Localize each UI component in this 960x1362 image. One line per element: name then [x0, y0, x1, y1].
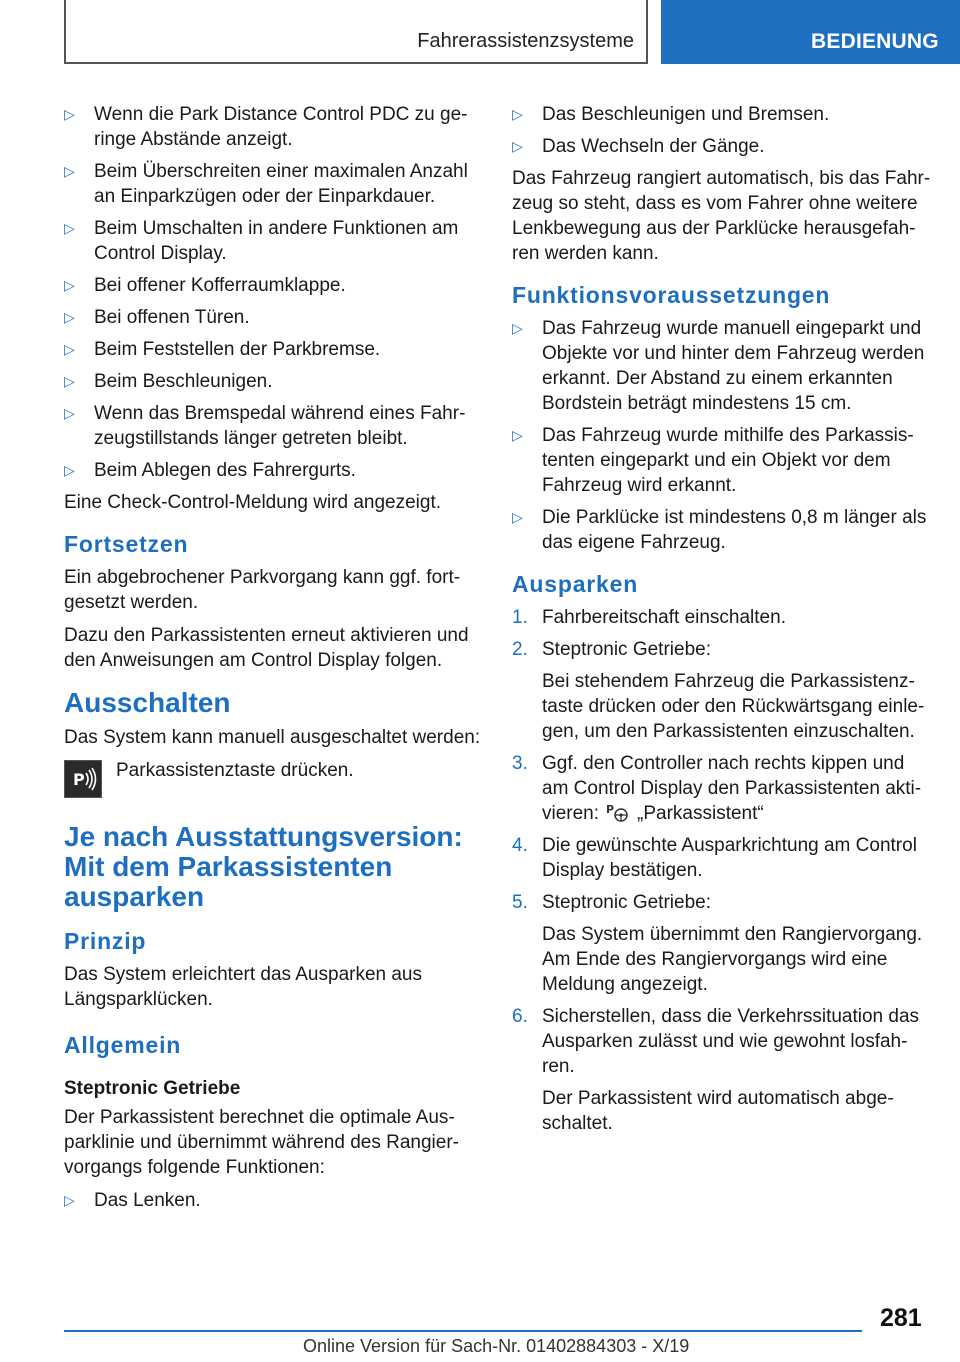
triangle-right-outline-icon: ▷: [64, 405, 75, 421]
list-item: [64, 216, 484, 266]
header-box: [64, 0, 648, 64]
step-item: [512, 833, 932, 883]
park-assist-button-icon: [64, 760, 102, 798]
step-subtext: Der Parkassistent wird automatisch abgeschaltet.: [542, 1088, 894, 1134]
right-bullet-list-1: [512, 102, 932, 159]
list-item-text: Bei offenen Türen.: [94, 307, 250, 328]
header-tab-bedienung: [661, 0, 960, 64]
list-item: [64, 337, 484, 362]
rangiert-paragraph: Das Fahrzeug rangiert automatisch, bis das Fahrzeug so steht, dass es vom Fahrer ohne weitere Lenkbewegung aus der Parklücke herausgefahren werden kann.: [512, 168, 931, 264]
triangle-right-outline-icon: ▷: [64, 220, 75, 236]
list-item: [64, 305, 484, 330]
list-item-text: Wenn das Bremspedal während eines Fahrzeugstillstands länger getreten bleibt.: [94, 403, 466, 449]
step-number: 1.: [512, 607, 528, 628]
header-title: Fahrerassistenzsysteme: [417, 30, 634, 52]
left-bullet-list-2: [64, 1188, 484, 1213]
step-item: [512, 751, 932, 826]
list-item: [64, 369, 484, 394]
step-subtext: Das System übernimmt den Rangiervorgang. Am Ende des Rangiervorgangs wird eine Meldung angezeigt.: [542, 924, 923, 995]
list-item: [512, 134, 932, 159]
triangle-right-outline-icon: ▷: [64, 373, 75, 389]
triangle-right-outline-icon: ▷: [512, 320, 523, 336]
right-column: [512, 102, 932, 1143]
page-number: 281: [880, 1304, 922, 1332]
ausschalten-paragraph: Das System kann manuell ausgeschaltet werden:: [64, 727, 481, 748]
list-item-text: Das Fahrzeug wurde manuell eingeparkt und Objekte vor und hinter dem Fahrzeug werden erkannt. Der Abstand zu einem erkannten Bordstein beträgt mindestens 15 cm.: [542, 318, 925, 414]
step-text: Die gewünschte Ausparkrichtung am Control Display bestätigen.: [542, 835, 917, 881]
step-number: 5.: [512, 892, 528, 913]
list-item-text: Die Parklücke ist mindestens 0,8 m länger als das eigene Fahrzeug.: [542, 507, 927, 553]
heading-ausparken-version: Je nach Ausstattungsversion: Mit dem Parkassistenten ausparken: [64, 821, 463, 912]
list-item-text: Beim Feststellen der Parkbremse.: [94, 339, 381, 360]
steptronic-paragraph: Der Parkassistent berechnet die optimale Ausparklinie und übernimmt während des Rangiervorgangs folgende Funktionen:: [64, 1107, 459, 1178]
list-item-text: Das Lenken.: [94, 1190, 201, 1211]
triangle-right-outline-icon: ▷: [512, 427, 523, 443]
list-item: [64, 1188, 484, 1213]
step-number: 6.: [512, 1006, 528, 1027]
heading-ausparken: Ausparken: [512, 571, 639, 597]
park-assist-menu-icon: [605, 801, 629, 823]
check-control-paragraph: Eine Check-Control-Meldung wird angezeigt.: [64, 492, 442, 513]
fortsetzen-paragraph-1: Ein abgebrochener Parkvorgang kann ggf. fortgesetzt werden.: [64, 567, 461, 613]
triangle-right-outline-icon: ▷: [64, 341, 75, 357]
list-item-text: Das Wechseln der Gänge.: [542, 136, 765, 157]
ausparken-steps: [512, 605, 932, 1136]
list-item-text: Bei offener Kofferraumklappe.: [94, 275, 346, 296]
step-text: Ggf. den Controller nach rechts kippen und am Control Display den Parkassistenten aktivieren:: [542, 753, 922, 824]
list-item-text: Das Fahrzeug wurde mithilfe des Parkassistenten eingeparkt und ein Objekt vor dem Fahrzeug wird erkannt.: [542, 425, 914, 496]
list-item: [64, 458, 484, 483]
left-bullet-list-1: [64, 102, 484, 483]
list-item-text: Beim Beschleunigen.: [94, 371, 273, 392]
step-number: 2.: [512, 639, 528, 660]
triangle-right-outline-icon: ▷: [64, 462, 75, 478]
right-bullet-list-2: [512, 316, 932, 555]
list-item: [64, 102, 484, 152]
list-item-text: Beim Überschreiten einer maximalen Anzahl an Einparkzügen oder der Einparkdauer.: [94, 161, 468, 207]
prinzip-paragraph: Das System erleichtert das Ausparken aus Längsparklücken.: [64, 964, 423, 1010]
left-column: [64, 102, 484, 1220]
triangle-right-outline-icon: ▷: [64, 106, 75, 122]
triangle-right-outline-icon: ▷: [64, 277, 75, 293]
list-item-text: Wenn die Park Distance Control PDC zu geringe Abstände anzeigt.: [94, 104, 468, 150]
triangle-right-outline-icon: ▷: [64, 163, 75, 179]
triangle-right-outline-icon: ▷: [64, 1192, 75, 1208]
list-item: [64, 401, 484, 451]
step-item: [512, 1004, 932, 1136]
heading-allgemein: Allgemein: [64, 1032, 182, 1058]
heading-ausschalten: Ausschalten: [64, 687, 231, 718]
step-text: Fahrbereitschaft einschalten.: [542, 607, 786, 628]
step-number: 4.: [512, 835, 528, 856]
triangle-right-outline-icon: ▷: [512, 509, 523, 525]
step-number: 3.: [512, 753, 528, 774]
footer-rule: [64, 1330, 862, 1332]
step-subtext: Bei stehendem Fahrzeug die Parkassistenztaste drücken oder den Rückwärtsgang einlegen, um den Parkassistenten einzuschalten.: [542, 671, 925, 742]
step-text-after-icon: „Parkassistent“: [637, 803, 764, 824]
list-item: [512, 316, 932, 416]
step-item: [512, 890, 932, 997]
step-text: Steptronic Getriebe:: [542, 639, 711, 660]
heading-funktionsvoraussetzungen: Funktionsvoraussetzungen: [512, 282, 831, 308]
list-item: [64, 273, 484, 298]
list-item: [512, 102, 932, 127]
park-assist-button-text: Parkassistenztaste drücken.: [116, 760, 354, 781]
list-item-text: Das Beschleunigen und Bremsen.: [542, 104, 830, 125]
triangle-right-outline-icon: ▷: [512, 106, 523, 122]
svg-text:P: P: [606, 803, 615, 816]
list-item-text: Beim Umschalten in andere Funktionen am Control Display.: [94, 218, 459, 264]
step-item: [512, 605, 932, 630]
triangle-right-outline-icon: ▷: [512, 138, 523, 154]
heading-fortsetzen: Fortsetzen: [64, 531, 189, 557]
step-text: Steptronic Getriebe:: [542, 892, 711, 913]
park-assist-button-row: [64, 758, 484, 802]
list-item-text: Beim Ablegen des Fahrergurts.: [94, 460, 356, 481]
heading-prinzip: Prinzip: [64, 928, 147, 954]
header-tab-label: BEDIENUNG: [811, 30, 939, 53]
step-item: [512, 637, 932, 744]
list-item: [512, 505, 932, 555]
fortsetzen-paragraph-2: Dazu den Parkassistenten erneut aktivieren und den Anweisungen am Control Display folgen.: [64, 625, 469, 671]
step-text: Sicherstellen, dass die Verkehrssituation das Ausparken zulässt und wie gewohnt losfahren.: [542, 1006, 920, 1077]
footer-online-version: Online Version für Sach-Nr. 01402884303 - X/19: [303, 1336, 690, 1356]
heading-steptronic: Steptronic Getriebe: [64, 1078, 241, 1099]
triangle-right-outline-icon: ▷: [64, 309, 75, 325]
list-item: [512, 423, 932, 498]
list-item: [64, 159, 484, 209]
svg-text:P: P: [73, 770, 85, 789]
